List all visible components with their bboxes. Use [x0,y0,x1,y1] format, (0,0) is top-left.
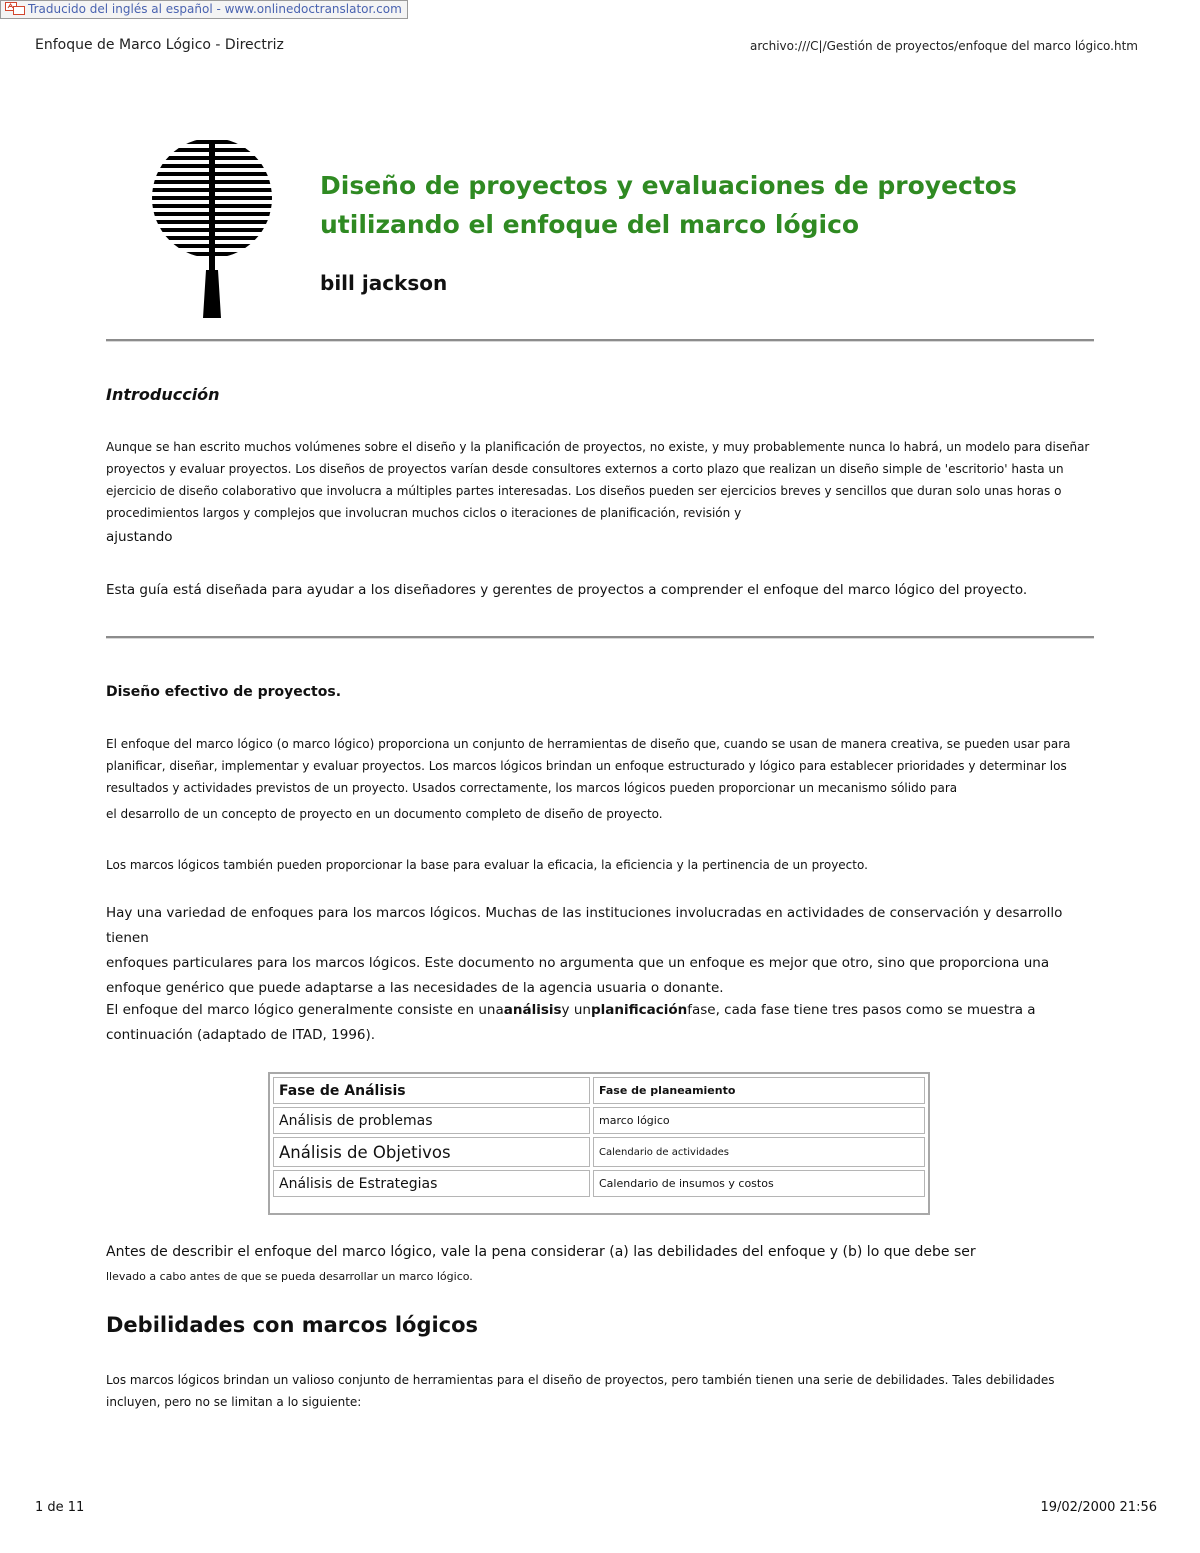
table-header-analysis: Fase de Análisis [273,1077,590,1104]
effective-p1-line: El enfoque del marco lógico (o marco lógico) proporciona un conjunto de herramientas de diseño que, cuando se usan de manera creativa, se pueden usar para [106,737,1071,751]
effective-p3-line: Hay una variedad de enfoques para los marcos lógicos. Muchas de las instituciones involucradas en actividades de conservación y desarrollo tienen [106,905,1063,946]
effective-p1-line: resultados y actividades previstos de un proyecto. Usados correctamente, los marcos lógicos pueden proporcionar un mecanismo sólido para [106,781,958,795]
effective-p4-line-1 [106,998,1091,1023]
effective-p4-line-2: continuación (adaptado de ITAD, 1996). [106,1027,376,1043]
effective-p1-line: planificar, diseñar, implementar y evaluar proyectos. Los marcos lógicos brindan un enfoque estructurado y lógico para establecer prioridades y determinar los [106,759,1067,773]
table-cell-planning: marco lógico [593,1107,925,1134]
weaknesses-line-1: Los marcos lógicos brindan un valioso conjunto de herramientas para el diseño de proyectos, pero también tienen una serie de debilidades. Tales debilidades [106,1373,1055,1387]
effective-paragraph-4 [106,998,1091,1048]
weaknesses-paragraph [106,1369,1091,1413]
table-row [273,1107,925,1134]
page-header-url: archivo:///C|/Gestión de proyectos/enfoque del marco lógico.htm [749,39,1138,53]
page-title-line-1: Diseño de proyectos y evaluaciones de proyectos [320,171,1017,200]
table-cell-analysis: Análisis de Objetivos [273,1137,590,1167]
intro-paragraph-2: Esta guía está diseñada para ayudar a los diseñadores y gerentes de proyectos a comprender el enfoque del marco lógico del proyecto. [106,582,1028,598]
page-title-line-2: utilizando el enfoque del marco lógico [320,210,860,239]
table-row [273,1170,925,1197]
author-name: bill jackson [320,271,448,295]
effective-p1-tail: el desarrollo de un concepto de proyecto en un documento completo de diseño de proyecto. [106,807,663,821]
table-row [273,1077,925,1104]
intro-p1-line: procedimientos largos y complejos que involucran muchos ciclos o iteraciones de planificación, revisión y [106,506,742,520]
effective-p4-bold-planning: planificación [590,1002,688,1018]
before-paragraph [106,1240,1091,1289]
intro-p1-line: proyectos y evaluar proyectos. Los diseños de proyectos varían desde consultores externos a corto plazo que realizan un diseño simple de 'escritorio' hasta un [106,462,1064,476]
divider [106,636,1094,639]
effective-paragraph-1 [106,733,1091,829]
weaknesses-line-2: incluyen, pero no se limitan a lo siguiente: [106,1395,362,1409]
effective-paragraph-3 [106,901,1091,1001]
table-cell-planning: Calendario de actividades [593,1137,925,1167]
table-header-planning: Fase de planeamiento [593,1077,925,1104]
effective-paragraph-2: Los marcos lógicos también pueden proporcionar la base para evaluar la eficacia, la eficiencia y la pertinencia de un proyecto. [106,858,868,872]
weaknesses-heading: Debilidades con marcos lógicos [106,1313,479,1337]
print-datetime: 19/02/2000 21:56 [1040,1500,1157,1515]
page-number: 1 de 11 [35,1500,85,1515]
effective-p4-bold-analysis: análisis [503,1002,562,1018]
table-row [273,1137,925,1167]
intro-heading: Introducción [106,385,220,404]
effective-design-heading: Diseño efectivo de proyectos. [106,684,342,700]
table-cell-analysis: Análisis de Estrategias [273,1170,590,1197]
effective-p3-line: enfoques particulares para los marcos lógicos. Este documento no argumenta que un enfoque es mejor que otro, sino que proporciona una [106,955,1050,971]
phases-table [268,1072,930,1215]
intro-p1-line: ejercicio de diseño colaborativo que involucra a múltiples partes interesadas. Los diseños pueden ser ejercicios breves y sencillos que duran solo unas horas o [106,484,1062,498]
page-header-title: Enfoque de Marco Lógico - Directriz [35,37,284,53]
intro-p1-tail: ajustando [106,529,173,545]
effective-p4-after: fase, cada fase tiene tres pasos como se muestra a [687,1002,1036,1018]
page-title [320,166,1080,244]
effective-p3-line: enfoque genérico que puede adaptarse a las necesidades de la agencia usuaria o donante. [106,980,724,996]
divider [106,339,1094,342]
intro-p1-line: Aunque se han escrito muchos volúmenes sobre el diseño y la planificación de proyectos, no existe, y muy probablemente nunca lo habrá, un modelo para diseñar [106,440,1090,454]
intro-paragraph-1 [106,436,1091,550]
translator-banner[interactable] [0,0,408,19]
tree-logo-icon [148,136,276,322]
before-line-2: llevado a cabo antes de que se pueda desarrollar un marco lógico. [106,1270,473,1283]
translate-icon [5,2,25,15]
effective-p4-mid: y un [561,1002,591,1018]
effective-p4-before: El enfoque del marco lógico generalmente consiste en una [106,1002,504,1018]
before-line-1: Antes de describir el enfoque del marco lógico, vale la pena considerar (a) las debilidades del enfoque y (b) lo que debe ser [106,1244,976,1260]
table-cell-analysis: Análisis de problemas [273,1107,590,1134]
table-cell-planning: Calendario de insumos y costos [593,1170,925,1197]
translator-banner-text: Traducido del inglés al español - www.onlinedoctranslator.com [28,2,402,16]
